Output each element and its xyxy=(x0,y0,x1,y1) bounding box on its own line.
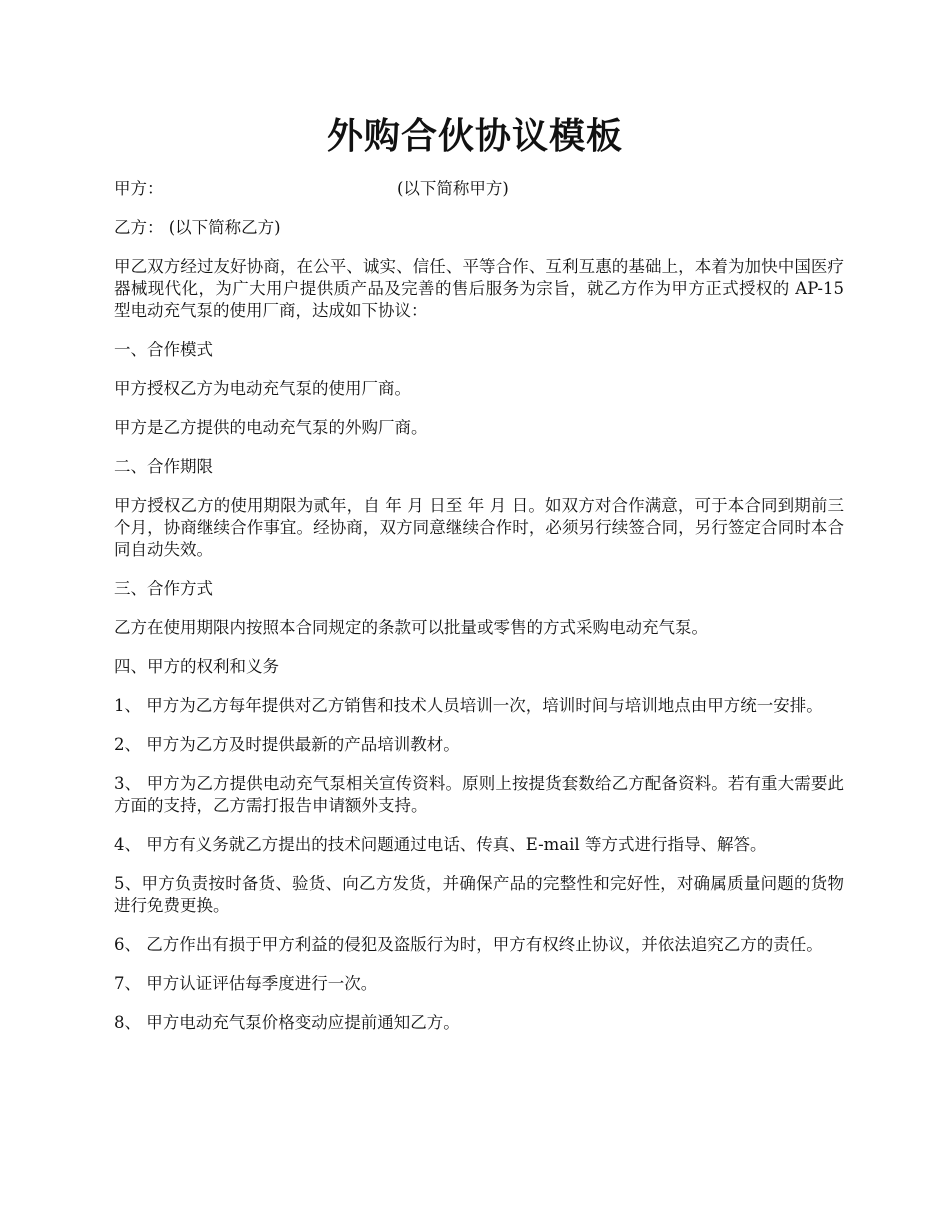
paragraph: 乙方在使用期限内按照本合同规定的条款可以批量或零售的方式采购电动充气泵。 xyxy=(114,618,708,637)
list-item: 7、 甲方认证评估每季度进行一次。 xyxy=(114,974,378,993)
section-heading: 四、甲方的权利和义务 xyxy=(114,657,279,676)
section-heading: 二、合作期限 xyxy=(114,457,213,476)
document-title: 外购合伙协议模板 xyxy=(326,115,623,157)
section-heading: 一、合作模式 xyxy=(114,340,213,359)
intro-paragraph: 甲乙双方经过友好协商，在公平、诚实、信任、平等合作、互利互惠的基础上，本着为加快中国医疗器械现代化，为广大用户提供质产品及完善的售后服务为宗旨，就乙方作为甲方正式授权的 AP-15 型电动充气泵的使用厂商，达成如下协议： xyxy=(114,257,844,320)
section-heading: 三、合作方式 xyxy=(114,579,213,598)
list-item: 4、 甲方有义务就乙方提出的技术问题通过电话、传真、E-mail 等方式进行指导、解答。 xyxy=(114,835,767,854)
party-a-label: 甲方： xyxy=(114,179,164,198)
party-a-line xyxy=(114,178,844,200)
list-item: 6、 乙方作出有损于甲方利益的侵犯及盗版行为时，甲方有权终止协议，并依法追究乙方的责任。 xyxy=(114,935,823,954)
paragraph: 甲方是乙方提供的电动充气泵的外购厂商。 xyxy=(114,418,428,437)
list-item: 3、 甲方为乙方提供电动充气泵相关宣传资料。原则上按提货套数给乙方配备资料。若有重大需要此方面的支持，乙方需打报告申请额外支持。 xyxy=(114,774,844,815)
document-body xyxy=(114,178,844,1051)
list-item: 8、 甲方电动充气泵价格变动应提前通知乙方。 xyxy=(114,1013,460,1032)
list-item: 5、甲方负责按时备货、验货、向乙方发货，并确保产品的完整性和完好性，对确属质量问题的货物进行免费更换。 xyxy=(114,874,844,915)
party-a-note: (以下简称甲方) xyxy=(397,179,509,198)
party-b-line: 乙方： (以下简称乙方) xyxy=(114,218,281,237)
paragraph: 甲方授权乙方为电动充气泵的使用厂商。 xyxy=(114,379,411,398)
list-item: 1、 甲方为乙方每年提供对乙方销售和技术人员培训一次，培训时间与培训地点由甲方统一安排。 xyxy=(114,696,823,715)
list-item: 2、 甲方为乙方及时提供最新的产品培训教材。 xyxy=(114,735,460,754)
paragraph: 甲方授权乙方的使用期限为贰年，自 年 月 日至 年 月 日。如双方对合作满意，可于本合同到期前三个月，协商继续合作事宜。经协商，双方同意继续合作时，必须另行续签合同，另行签定合同时本合同自动失效。 xyxy=(114,496,844,559)
